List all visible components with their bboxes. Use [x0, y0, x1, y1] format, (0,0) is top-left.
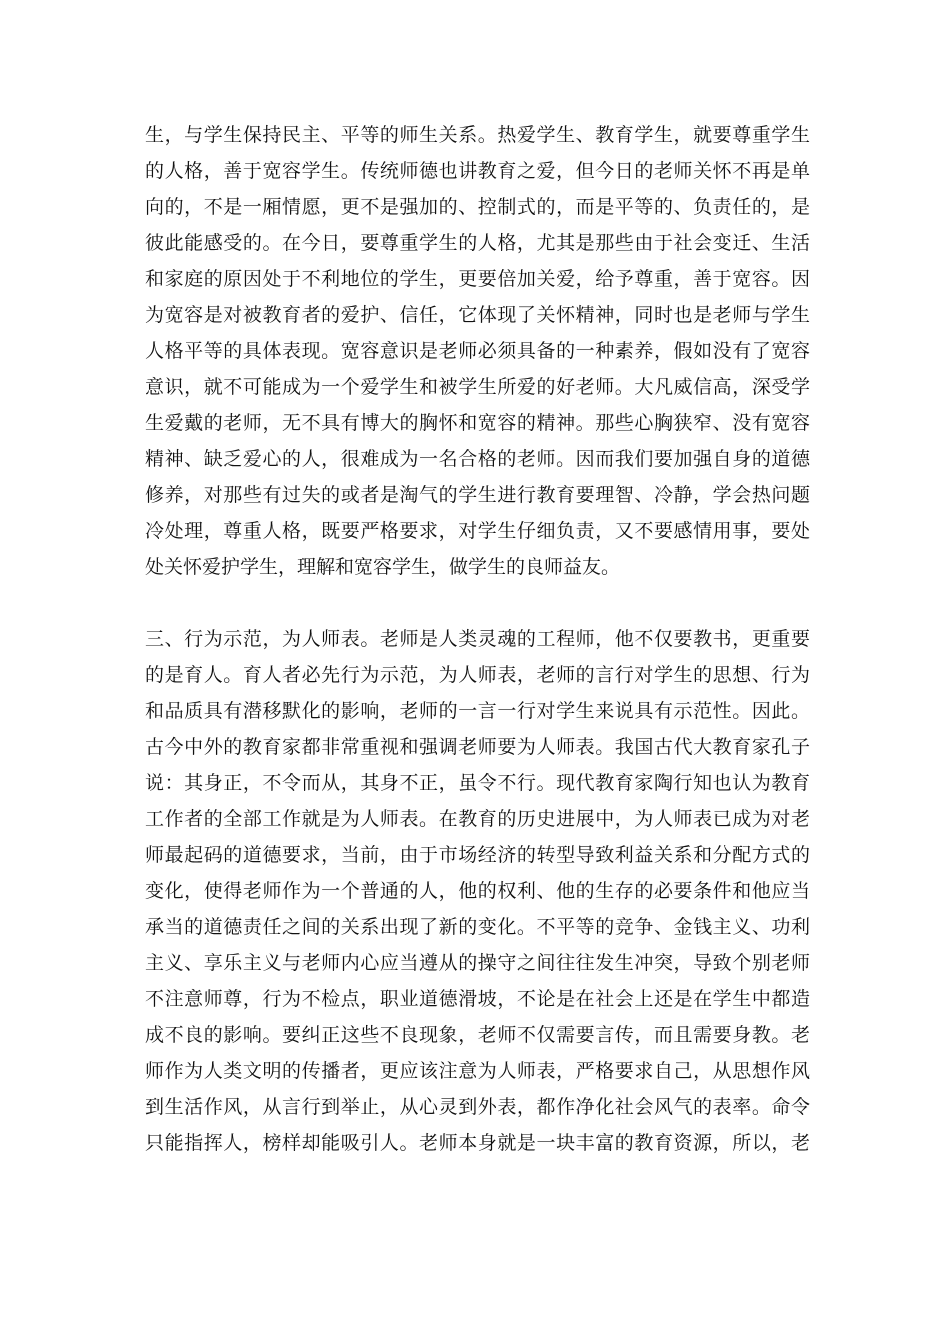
text-line: 冷处理，尊重人格，既要严格要求，对学生仔细负责，又不要感情用事，要处: [145, 520, 810, 542]
text-line: 的人格，善于宽容学生。传统师德也讲教育之爱，但今日的老师关怀不再是单: [145, 160, 810, 182]
text-line: 生爱戴的老师，无不具有博大的胸怀和宽容的精神。那些心胸狭窄、没有宽容: [145, 412, 810, 434]
text-line: 只能指挥人，榜样却能吸引人。老师本身就是一块丰富的教育资源，所以，老: [145, 1132, 810, 1154]
text-line: 说：其身正，不令而从，其身不正，虽令不行。现代教育家陶行知也认为教育: [145, 772, 810, 794]
paragraph-role-model: [145, 621, 810, 1161]
text-line: 工作者的全部工作就是为人师表。在教育的历史进展中，为人师表已成为对老: [145, 808, 810, 830]
text-line: 精神、缺乏爱心的人，很难成为一名合格的老师。因而我们要加强自身的道德: [145, 448, 810, 470]
text-line: 师最起码的道德要求，当前，由于市场经济的转型导致利益关系和分配方式的: [145, 844, 810, 866]
text-line: 古今中外的教育家都非常重视和强调老师要为人师表。我国古代大教育家孔子: [145, 736, 810, 758]
text-line: 彼此能感受的。在今日，要尊重学生的人格，尤其是那些由于社会变迁、生活: [145, 232, 810, 254]
text-line: 不注意师尊，行为不检点，职业道德滑坡，不论是在社会上还是在学生中都造: [145, 988, 810, 1010]
text-line: 三、行为示范，为人师表。老师是人类灵魂的工程师，他不仅要教书，更重要: [145, 628, 810, 650]
text-line: 向的，不是一厢情愿，更不是强加的、控制式的，而是平等的、负责任的，是: [145, 196, 810, 218]
text-line: 成不良的影响。要纠正这些不良现象，老师不仅需要言传，而且需要身教。老: [145, 1024, 810, 1046]
text-line: 为宽容是对被教育者的爱护、信任，它体现了关怀精神，同时也是老师与学生: [145, 304, 810, 326]
text-line: 处关怀爱护学生，理解和宽容学生，做学生的良师益友。: [145, 556, 621, 578]
text-line: 师作为人类文明的传播者，更应该注意为人师表，严格要求自己，从思想作风: [145, 1060, 810, 1082]
text-line: 修养，对那些有过失的或者是淘气的学生进行教育要理智、冷静，学会热问题: [145, 484, 810, 506]
paragraph-tolerance: [145, 117, 810, 585]
text-line: 到生活作风，从言行到举止，从心灵到外表，都作净化社会风气的表率。命令: [145, 1096, 810, 1118]
text-line: 生，与学生保持民主、平等的师生关系。热爱学生、教育学生，就要尊重学生: [145, 124, 810, 146]
text-line: 和品质具有潜移默化的影响，老师的一言一行对学生来说具有示范性。因此。: [145, 700, 810, 722]
text-line: 人格平等的具体表现。宽容意识是老师必须具备的一种素养，假如没有了宽容: [145, 340, 810, 362]
text-line: 主义、享乐主义与老师内心应当遵从的操守之间往往发生冲突，导致个别老师: [145, 952, 810, 974]
text-line: 的是育人。育人者必先行为示范，为人师表，老师的言行对学生的思想、行为: [145, 664, 810, 686]
text-line: 变化，使得老师作为一个普通的人，他的权利、他的生存的必要条件和他应当: [145, 880, 810, 902]
text-line: 意识，就不可能成为一个爱学生和被学生所爱的好老师。大凡威信高，深受学: [145, 376, 810, 398]
text-line: 承当的道德责任之间的关系出现了新的变化。不平等的竞争、金钱主义、功利: [145, 916, 810, 938]
text-line: 和家庭的原因处于不利地位的学生，更要倍加关爱，给予尊重，善于宽容。因: [145, 268, 810, 290]
document-body: [145, 117, 810, 1161]
paragraph-spacer: [145, 585, 810, 621]
